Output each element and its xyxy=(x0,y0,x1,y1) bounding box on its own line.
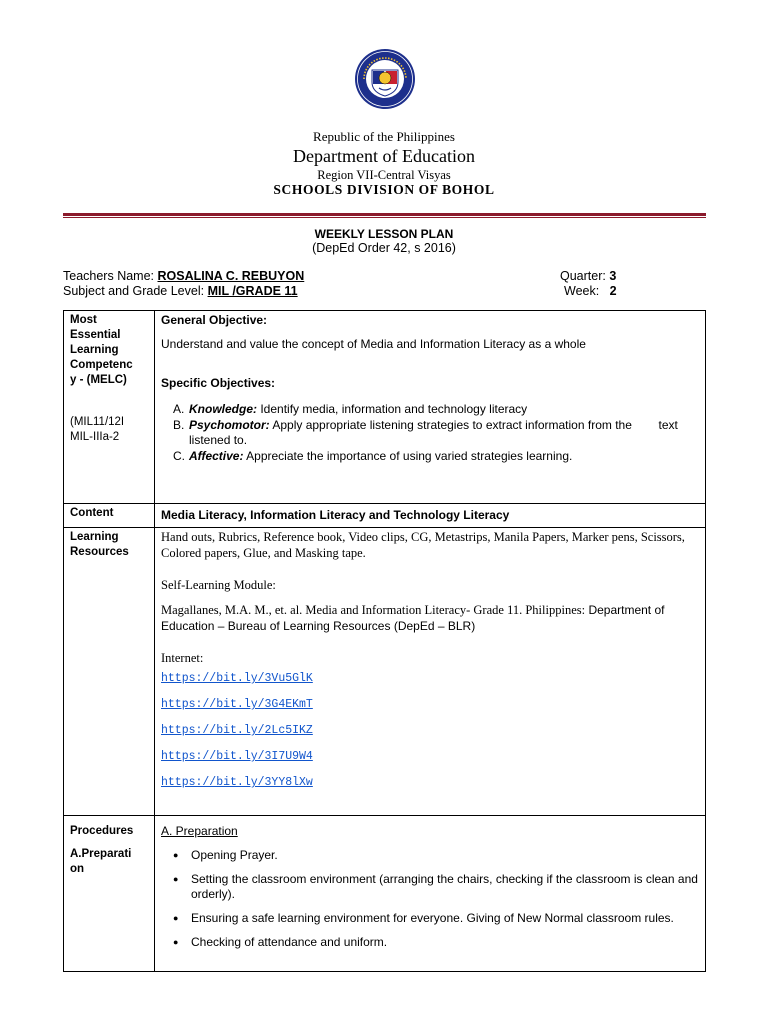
region-text: Region VII-Central Visyas xyxy=(317,168,451,182)
resources-row xyxy=(64,528,706,816)
preparation-step: ● Opening Prayer. xyxy=(161,848,699,863)
general-objective-heading: General Objective: xyxy=(161,313,268,327)
content-text: Media Literacy, Information Literacy and Technology Literacy xyxy=(155,504,706,528)
quarter-value: 3 xyxy=(609,269,617,283)
objectives-list xyxy=(161,402,699,464)
module-heading: Self-Learning Module: xyxy=(161,578,276,592)
objective-item: A. Knowledge: Identify media, information and technology literacy xyxy=(173,402,528,416)
objective-item: C. Affective: Appreciate the importance of using varied strategies learning. xyxy=(173,448,573,463)
preparation-step: ● Setting the classroom environment (arranging the chairs, checking if the classroom is clean and orderly). xyxy=(161,872,699,902)
procedures-row xyxy=(64,816,706,972)
week-value: 2 xyxy=(609,284,617,298)
resource-link[interactable]: https://bit.ly/3Vu5GlK xyxy=(161,672,313,685)
specific-objectives-heading: Specific Objectives: xyxy=(161,376,276,390)
lesson-plan-table xyxy=(63,310,706,972)
resources-label-cell: Learning Resources xyxy=(64,528,155,816)
resource-link[interactable]: https://bit.ly/3I7U9W4 xyxy=(161,750,313,763)
melc-objectives-cell xyxy=(155,311,706,504)
procedures-label-cell: Procedures A.Preparati on xyxy=(64,816,155,972)
teacher-name: ROSALINA C. REBUYON xyxy=(157,269,305,283)
teacher-line xyxy=(63,269,304,283)
quarter-label: Quarter: xyxy=(560,269,606,283)
subject-label: Subject and Grade Level: xyxy=(63,284,205,298)
subject-line xyxy=(63,284,298,298)
quarter-line xyxy=(560,269,616,283)
department-title: Department of Education xyxy=(293,146,475,166)
deped-seal-logo xyxy=(354,48,416,110)
melc-label-cell: Most Essential Learning Competenc y - (MELC) (MIL11/12I MIL-IIIa-2 xyxy=(64,311,155,504)
melc-row xyxy=(64,311,706,504)
objective-item: B. Psychomotor: Apply appropriate listening strategies to extract information from the text listened to. xyxy=(173,417,682,447)
links-list xyxy=(161,665,699,795)
week-label: Week: xyxy=(564,284,600,298)
materials-text: Hand outs, Rubrics, Reference book, Video clips, CG, Metastrips, Manila Papers, Marker pens, Scissors, Colored papers, Glue, and Masking tape. xyxy=(161,530,685,560)
module-reference: Magallanes, M.A. M., et. al. Media and Information Literacy- Grade 11. Philippines: Department of Education – Bureau of Learning Resources (DepEd – BLR) xyxy=(161,603,665,633)
resources-cell xyxy=(155,528,706,816)
header-divider-thick xyxy=(63,213,706,216)
resource-link[interactable]: https://bit.ly/2Lc5IKZ xyxy=(161,724,313,737)
lesson-plan-subtitle: (DepEd Order 42, s 2016) xyxy=(312,241,456,255)
lesson-plan-title: WEEKLY LESSON PLAN xyxy=(314,227,454,241)
division-text: SCHOOLS DIVISION OF BOHOL xyxy=(273,182,495,197)
melc-code: (MIL11/12I xyxy=(70,416,125,428)
general-objective-text: Understand and value the concept of Media and Information Literacy as a whole xyxy=(161,337,586,351)
internet-heading: Internet: xyxy=(161,651,204,665)
preparation-steps xyxy=(161,848,699,950)
content-label: Content xyxy=(64,504,155,528)
republic-text: Republic of the Philippines xyxy=(313,129,455,144)
subject-value: MIL /GRADE 11 xyxy=(207,284,298,298)
header-divider-thin xyxy=(63,217,706,218)
resource-link[interactable]: https://bit.ly/3G4EKmT xyxy=(161,698,313,711)
teacher-label: Teachers Name: xyxy=(63,269,155,283)
preparation-step: ● Ensuring a safe learning environment for everyone. Giving of New Normal classroom rules. xyxy=(161,911,699,926)
resource-link[interactable]: https://bit.ly/3YY8lXw xyxy=(161,776,313,789)
preparation-step: ● Checking of attendance and uniform. xyxy=(161,935,699,950)
preparation-heading: A. Preparation xyxy=(161,824,238,838)
content-row xyxy=(64,504,706,528)
procedures-cell xyxy=(155,816,706,972)
week-line xyxy=(564,284,617,298)
